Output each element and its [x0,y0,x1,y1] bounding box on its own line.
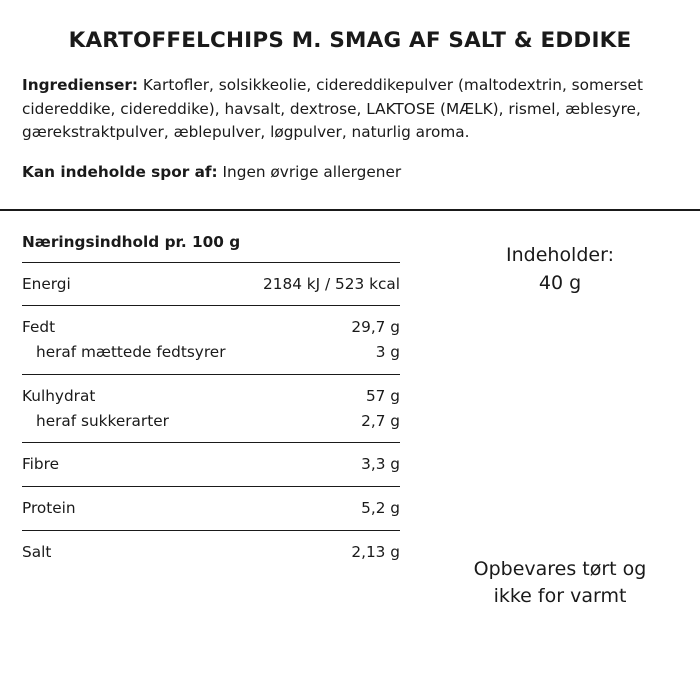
nutrition-group [22,443,400,486]
table-row [22,272,400,297]
table-row [22,384,400,409]
nutrient-value: 2,7 g [361,411,400,430]
table-row [22,452,400,477]
nutrient-name: Kulhydrat [22,386,96,405]
nutrient-name: Energi [22,274,71,293]
contains-block [420,233,700,298]
ingredients-label: Ingredienser: [22,75,139,94]
lower-section [0,211,700,633]
nutrient-name: Fibre [22,455,60,474]
nutrient-value: 5,2 g [361,499,400,518]
nutrient-value: 3 g [375,343,400,362]
nutrition-group [22,375,400,443]
nutrition-group [22,531,400,574]
table-row [22,540,400,565]
nutrient-value: 2184 kJ / 523 kcal [263,274,400,293]
storage-instructions [420,556,700,611]
nutrient-name: Protein [22,499,76,518]
page-title: KARTOFFELCHIPS M. SMAG AF SALT & EDDIKE [68,28,632,53]
table-row [22,409,400,434]
ingredients-section [0,54,700,145]
traces-text: Ingen øvrige allergener [217,162,402,181]
nutrient-name: Salt [22,542,52,561]
traces-section [0,145,700,185]
storage-line-2: ikke for varmt [493,585,627,608]
contains-label: Indeholder: [506,243,614,266]
nutrient-name: Fedt [22,318,56,337]
table-row [22,340,400,365]
nutrient-value: 3,3 g [361,455,400,474]
right-column [420,233,700,633]
ingredients-text: Kartofler, solsikkeolie, cidereddikepulver (maltodextrin, somerset cidereddike, cidereddike), havsalt, dextrose, LAKTOSE (MÆLK), rismel, æblesyre, gærekstraktpulver, æblepulver, løgpulver, naturlig aroma. [22,75,643,142]
nutrition-title: Næringsindhold pr. 100 g [22,232,241,251]
traces-label: Kan indeholde spor af: [22,162,218,181]
table-row [22,315,400,340]
nutrition-group [22,487,400,530]
nutrition-group [22,306,400,374]
nutrition-table [0,233,420,574]
nutrient-name: heraf mættede fedtsyrer [36,343,226,362]
nutrient-value: 29,7 g [351,318,400,337]
nutrition-group [22,263,400,306]
table-row [22,496,400,521]
nutrient-value: 2,13 g [351,542,400,561]
nutrient-value: 57 g [365,386,400,405]
nutrient-name: heraf sukkerarter [36,411,169,430]
contains-amount: 40 g [538,272,582,295]
storage-line-1: Opbevares tørt og [473,557,647,580]
